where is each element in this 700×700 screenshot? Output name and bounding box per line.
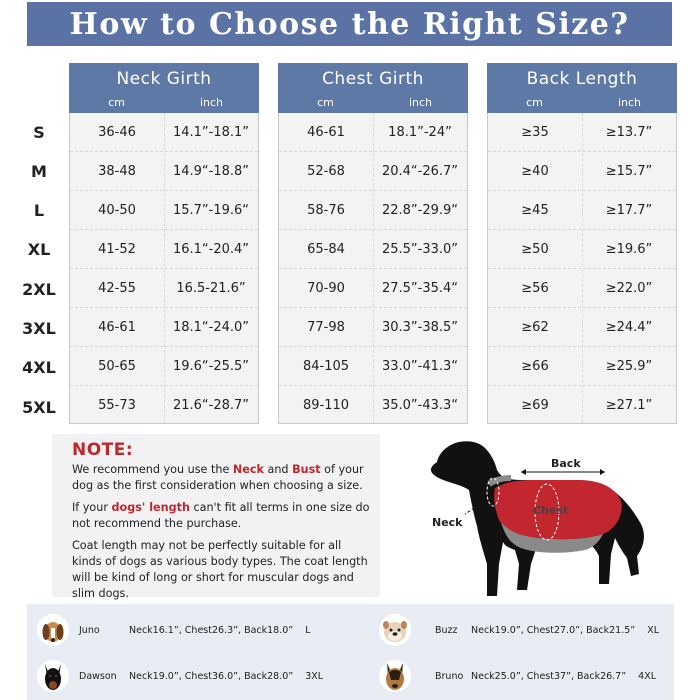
table-body [487, 113, 677, 424]
table-body [69, 113, 259, 424]
neck-emphasis: Neck [232, 463, 264, 476]
cm-cell: ≥56 [521, 280, 549, 296]
dog-dimensions: Neck16.1”, Chest26.3”, Back18.0” [129, 624, 294, 636]
inch-cell: 22.8”-29.9“ [381, 202, 459, 218]
inch-cell: 27.5”-35.4“ [381, 280, 459, 296]
chest-label: Chest [533, 504, 569, 517]
size-label-l: L [33, 201, 45, 220]
dog-name: Bruno [435, 670, 464, 682]
note-title: NOTE: [72, 440, 134, 460]
unit-cm: cm [108, 96, 125, 109]
table-row [70, 152, 258, 191]
size-label-m: M [31, 162, 47, 181]
size-label-2xl: 2XL [22, 280, 56, 299]
recommended-size: L [305, 624, 311, 636]
table-row [279, 308, 467, 347]
cm-cell: ≥62 [521, 319, 549, 335]
table-row [488, 230, 676, 269]
cm-cell: 89-110 [302, 398, 350, 413]
size-label-3xl: 3XL [22, 319, 56, 338]
cm-cell: 84-105 [302, 358, 350, 374]
table-title: Chest Girth [322, 69, 424, 89]
dog-dimensions: Neck19.0”, Chest36.0”, Back28.0” [129, 670, 294, 682]
table-row [488, 386, 676, 425]
table-row [488, 191, 676, 230]
example-dawson [37, 656, 323, 696]
example-juno [37, 610, 311, 650]
dog-examples-panel [27, 604, 674, 700]
note-paragraph-2: If your dogs' length can't fit all terms in one size do not recommend the purchase. [72, 501, 370, 530]
inch-cell: 35.0”-43.3“ [381, 398, 459, 413]
table-row [488, 113, 676, 152]
cm-cell: 70-90 [307, 280, 345, 296]
table-row [279, 191, 467, 230]
inch-cell: 16.1“-20.4” [172, 241, 250, 257]
inch-cell: 19.6“-25.5” [172, 358, 250, 374]
table-row [279, 269, 467, 308]
table-row [279, 113, 467, 152]
inch-cell: ≥27.1” [605, 398, 653, 413]
cm-cell: 36-46 [98, 124, 136, 140]
page-title: How to Choose the Right Size? [69, 6, 630, 42]
table-row [488, 152, 676, 191]
table-row [279, 230, 467, 269]
chest-girth-table [278, 63, 468, 424]
recommended-size: XL [647, 624, 660, 636]
inch-cell: 21.6“-28.7” [172, 398, 250, 413]
cm-cell: 38-48 [98, 163, 136, 179]
table-row [70, 269, 258, 308]
cm-cell: ≥69 [521, 398, 549, 413]
unit-inch: inch [617, 96, 642, 109]
back-length-table [487, 63, 677, 424]
german-shepherd-icon [379, 660, 411, 692]
inch-cell: 14.1”-18.1” [172, 124, 250, 140]
cm-cell: ≥66 [521, 358, 549, 374]
back-label: Back [551, 457, 581, 470]
neck-girth-table [69, 63, 259, 424]
table-row [279, 386, 467, 425]
table-row [70, 230, 258, 269]
dog-name: Buzz [435, 624, 458, 636]
inch-cell: ≥24.4” [605, 319, 653, 335]
cm-cell: ≥50 [521, 241, 549, 257]
table-body [278, 113, 468, 424]
table-row [70, 386, 258, 425]
inch-cell: 16.5-21.6” [176, 280, 246, 296]
cm-cell: 46-61 [98, 319, 136, 335]
cm-cell: 58-76 [307, 202, 345, 218]
dog-dimensions: Neck25.0”, Chest37”, Back26.7” [471, 670, 627, 682]
inch-cell: 30.3”-38.5” [381, 319, 459, 335]
bulldog-icon [379, 614, 411, 646]
table-title: Neck Girth [116, 69, 212, 89]
unit-cm: cm [526, 96, 543, 109]
cm-cell: 52-68 [307, 163, 345, 179]
inch-cell: 20.4“-26.7” [381, 163, 459, 179]
note-paragraph-3: Coat length may not be perfectly suitable for all kinds of dogs as various body types. The coat length will be kind of long or short for muscular dogs and slim dogs. [72, 539, 368, 600]
note-paragraph-1: We recommend you use the Neck and Bust of your dog as the first consideration when choosing a size. [72, 463, 364, 492]
table-row [488, 347, 676, 386]
cm-cell: 46-61 [307, 124, 345, 140]
dog-name: Dawson [79, 670, 117, 682]
table-row [279, 152, 467, 191]
beagle-icon [37, 614, 69, 646]
cm-cell: 65-84 [307, 241, 345, 257]
dog-dimensions: Neck19.0”, Chest27.0”, Back21.5” [471, 624, 636, 636]
example-bruno [379, 656, 656, 696]
size-label-s: S [33, 123, 45, 142]
inch-cell: ≥19.6” [605, 241, 653, 257]
inch-cell: ≥25.9” [605, 358, 653, 374]
table-row [70, 308, 258, 347]
inch-cell: 14.9“-18.8” [172, 163, 250, 179]
recommended-size: 3XL [305, 670, 324, 682]
neck-label: Neck [432, 516, 463, 529]
recommended-size: 4XL [638, 670, 657, 682]
cm-cell: 41-52 [98, 241, 136, 257]
page-title-banner [27, 2, 672, 46]
length-emphasis: dogs' length [111, 501, 190, 514]
dog-name: Juno [79, 624, 100, 636]
table-header [278, 63, 468, 113]
example-buzz [379, 610, 659, 650]
table-row [70, 191, 258, 230]
cm-cell: ≥45 [521, 202, 549, 218]
cm-cell: 40-50 [98, 202, 136, 218]
table-row [279, 347, 467, 386]
table-title: Back Length [526, 69, 638, 89]
unit-inch: inch [199, 96, 224, 109]
cm-cell: 50-65 [98, 358, 136, 374]
inch-cell: ≥17.7” [605, 202, 653, 218]
unit-cm: cm [317, 96, 334, 109]
cm-cell: 55-73 [98, 398, 136, 413]
inch-cell: 15.7”-19.6“ [172, 202, 250, 218]
inch-cell: 18.1”-24” [388, 124, 452, 140]
table-row [488, 308, 676, 347]
inch-cell: 18.1“-24.0” [172, 319, 250, 335]
inch-cell: 33.0”-41.3“ [381, 358, 459, 374]
table-row [70, 113, 258, 152]
inch-cell: ≥22.0” [605, 280, 653, 296]
size-label-xl: XL [27, 240, 51, 259]
size-label-5xl: 5XL [22, 398, 56, 417]
dog-measurement-diagram [425, 434, 665, 599]
cm-cell: ≥40 [521, 163, 549, 179]
note-box [52, 434, 380, 600]
table-row [70, 347, 258, 386]
table-header [69, 63, 259, 113]
bust-emphasis: Bust [292, 463, 321, 476]
doberman-icon [37, 660, 69, 692]
cm-cell: 42-55 [98, 280, 136, 296]
table-row [488, 269, 676, 308]
cm-cell: ≥35 [521, 124, 549, 140]
inch-cell: 25.5”-33.0” [381, 241, 459, 257]
unit-inch: inch [408, 96, 433, 109]
cm-cell: 77-98 [307, 319, 345, 335]
inch-cell: ≥13.7” [605, 124, 653, 140]
inch-cell: ≥15.7” [605, 163, 653, 179]
table-header [487, 63, 677, 113]
size-label-4xl: 4XL [22, 358, 56, 377]
